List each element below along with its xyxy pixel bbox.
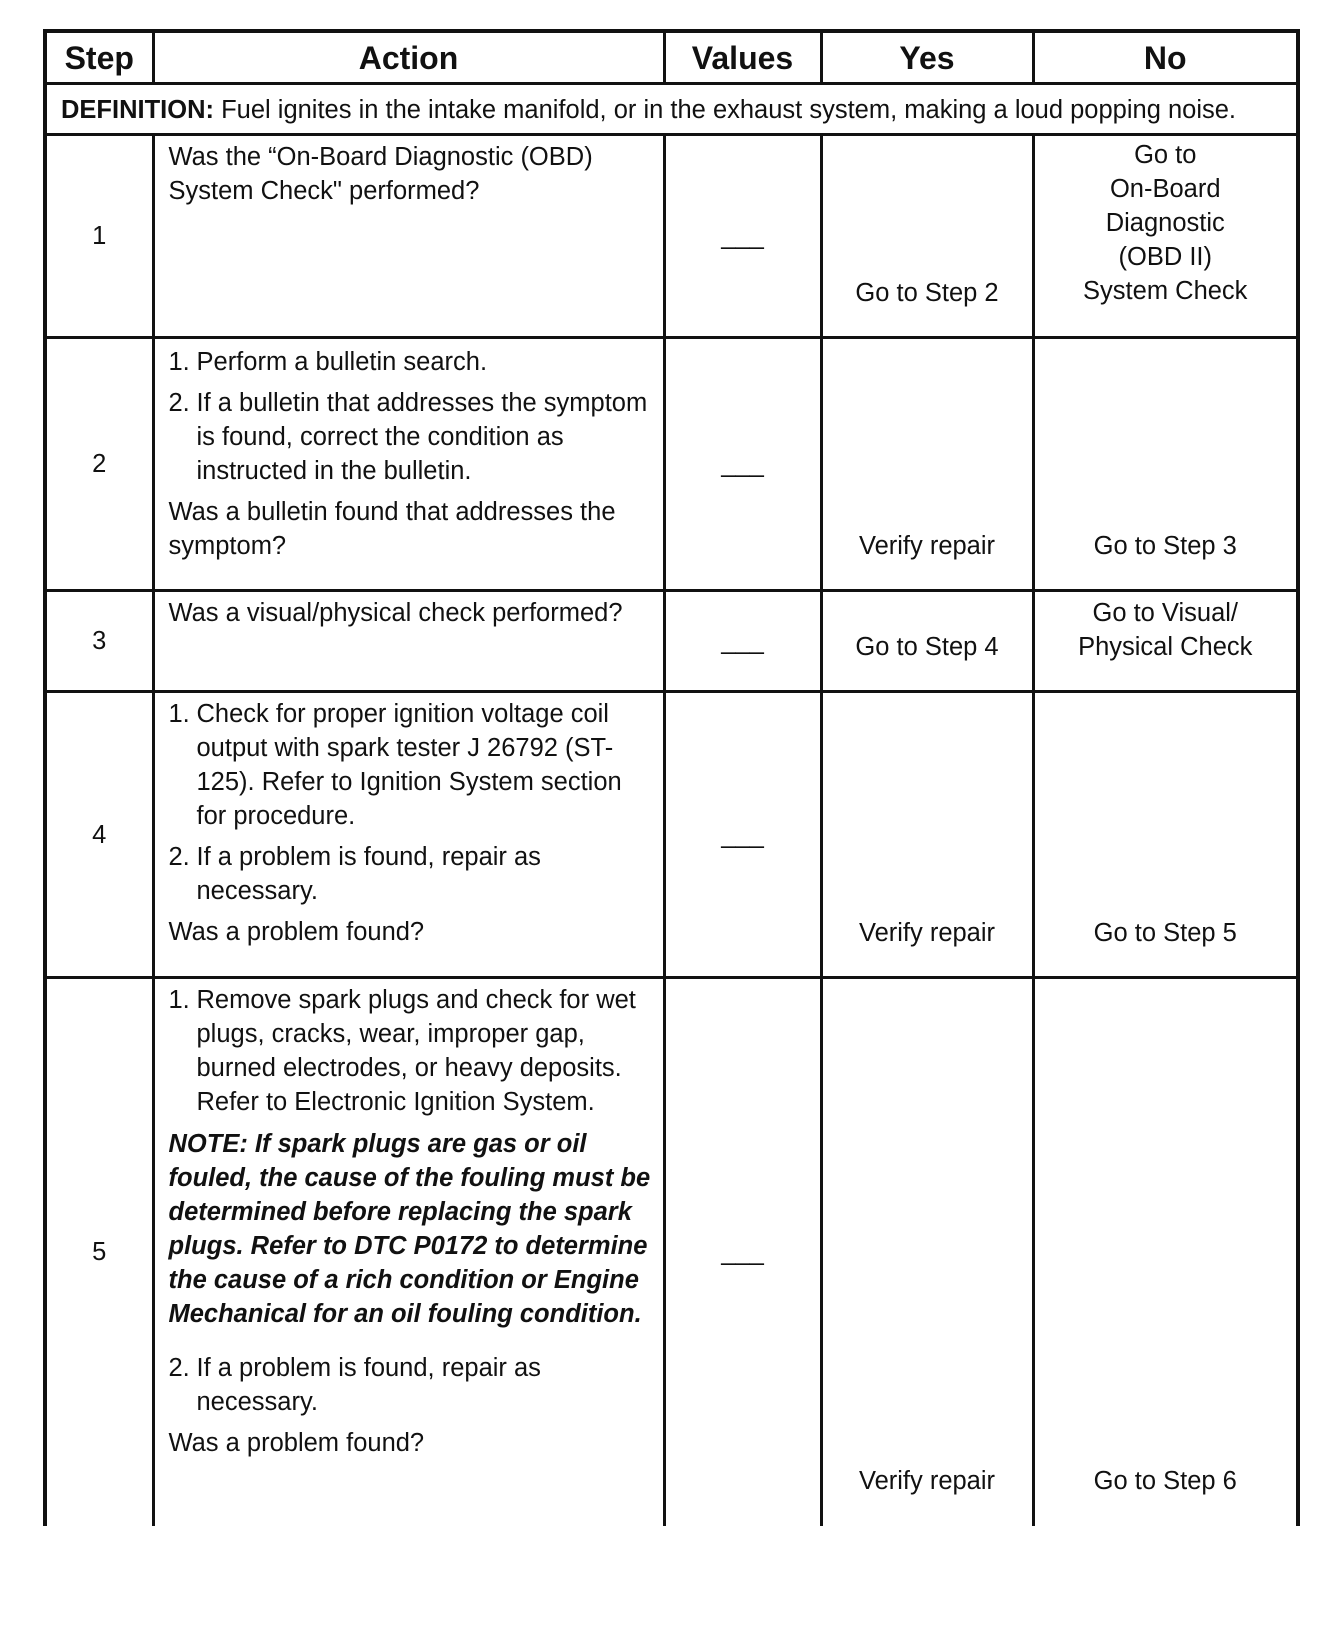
- value-cell: ___: [664, 591, 821, 692]
- action-cell: [153, 692, 664, 978]
- yes-cell: Go to Step 4: [821, 591, 1033, 692]
- yes-cell: Verify repair: [821, 978, 1033, 1526]
- action-list-item: 2. If a bulletin that addresses the symptom is found, correct the condition as instructed in the bulletin.: [169, 386, 655, 488]
- action-list-item: 1. Check for proper ignition voltage coil output with spark tester J 26792 (ST-125). Refer to Ignition System section for procedure.: [169, 697, 655, 833]
- value-cell: ___: [664, 135, 821, 338]
- table-row: [45, 591, 1298, 692]
- no-line: Go to: [1134, 141, 1197, 169]
- header-action: Action: [153, 31, 664, 84]
- table-row: [45, 338, 1298, 591]
- yes-cell: Go to Step 2: [821, 135, 1033, 338]
- no-line: On-Board: [1109, 175, 1221, 203]
- action-item-text: If a problem is found, repair as necessary.: [196, 843, 541, 905]
- no-line: Go to Visual/: [1092, 599, 1239, 627]
- no-cell: [1033, 135, 1298, 338]
- action-cell: [153, 135, 664, 338]
- step-number: 1: [45, 135, 153, 338]
- value-cell: ___: [664, 338, 821, 591]
- action-item-text: If a bulletin that addresses the symptom is found, correct the condition as instructed in the bulletin.: [196, 389, 648, 485]
- action-item-text: Check for proper ignition voltage coil output with spark tester J 26792 (ST-125). Refer to Ignition System section for procedure.: [196, 700, 622, 830]
- action-question: Was a visual/physical check performed?: [168, 599, 623, 627]
- table-row: [45, 692, 1298, 978]
- yes-cell: Verify repair: [821, 692, 1033, 978]
- value-cell: ___: [664, 692, 821, 978]
- action-item-text: Perform a bulletin search.: [196, 348, 488, 376]
- action-list-item: 1. Remove spark plugs and check for wet plugs, cracks, wear, improper gap, burned electrodes, or heavy deposits. Refer to Electronic Ignition System.: [169, 983, 655, 1119]
- action-question: Was a problem found?: [168, 918, 425, 946]
- header-yes: Yes: [821, 31, 1033, 84]
- definition-cell: [45, 84, 1298, 135]
- action-question: Was the “On-Board Diagnostic (OBD) System Check" performed?: [168, 143, 593, 205]
- action-item-text: Remove spark plugs and check for wet plugs, cracks, wear, improper gap, burned electrodes, or heavy deposits. Refer to Electronic Ignition System.: [196, 986, 636, 1116]
- no-cell: Go to Step 5: [1033, 692, 1298, 978]
- note-text: NOTE: If spark plugs are gas or oil fouled, the cause of the fouling must be determined before replacing the spark plugs. Refer to DTC P0172 to determine the cause of a rich condition or Engine Mechanical for an oil fouling condition.: [168, 1130, 651, 1328]
- step-number: 3: [45, 591, 153, 692]
- no-cell: Go to Step 3: [1033, 338, 1298, 591]
- header-row: [45, 31, 1298, 84]
- no-cell: [1033, 591, 1298, 692]
- action-list-item: 1. Perform a bulletin search.: [169, 345, 655, 379]
- no-line: Physical Check: [1078, 633, 1253, 661]
- action-cell: [153, 338, 664, 591]
- action-question: Was a problem found?: [168, 1429, 425, 1457]
- step-number: 4: [45, 692, 153, 978]
- header-step: Step: [45, 31, 153, 84]
- no-cell: Go to Step 6: [1033, 978, 1298, 1526]
- header-no: No: [1033, 31, 1298, 84]
- header-values: Values: [664, 31, 821, 84]
- table-row: [45, 978, 1298, 1526]
- definition-text: Fuel ignites in the intake manifold, or in the exhaust system, making a loud popping noise.: [214, 96, 1237, 124]
- no-line: Diagnostic: [1105, 209, 1225, 237]
- diagnostic-table: [43, 29, 1300, 1526]
- action-item-text: If a problem is found, repair as necessary.: [196, 1354, 541, 1416]
- no-line: (OBD II): [1118, 243, 1212, 271]
- step-number: 5: [45, 978, 153, 1526]
- action-question: Was a bulletin found that addresses the symptom?: [168, 498, 616, 560]
- no-line: System Check: [1083, 277, 1248, 305]
- definition-label: DEFINITION:: [61, 96, 214, 124]
- step-number: 2: [45, 338, 153, 591]
- table-row: [45, 135, 1298, 338]
- action-list-item: 2. If a problem is found, repair as necessary.: [169, 1351, 655, 1419]
- action-cell: [153, 591, 664, 692]
- action-list-item: 2. If a problem is found, repair as necessary.: [169, 840, 655, 908]
- definition-row: [45, 84, 1298, 135]
- yes-cell: Verify repair: [821, 338, 1033, 591]
- value-cell: ___: [664, 978, 821, 1526]
- action-cell: [153, 978, 664, 1526]
